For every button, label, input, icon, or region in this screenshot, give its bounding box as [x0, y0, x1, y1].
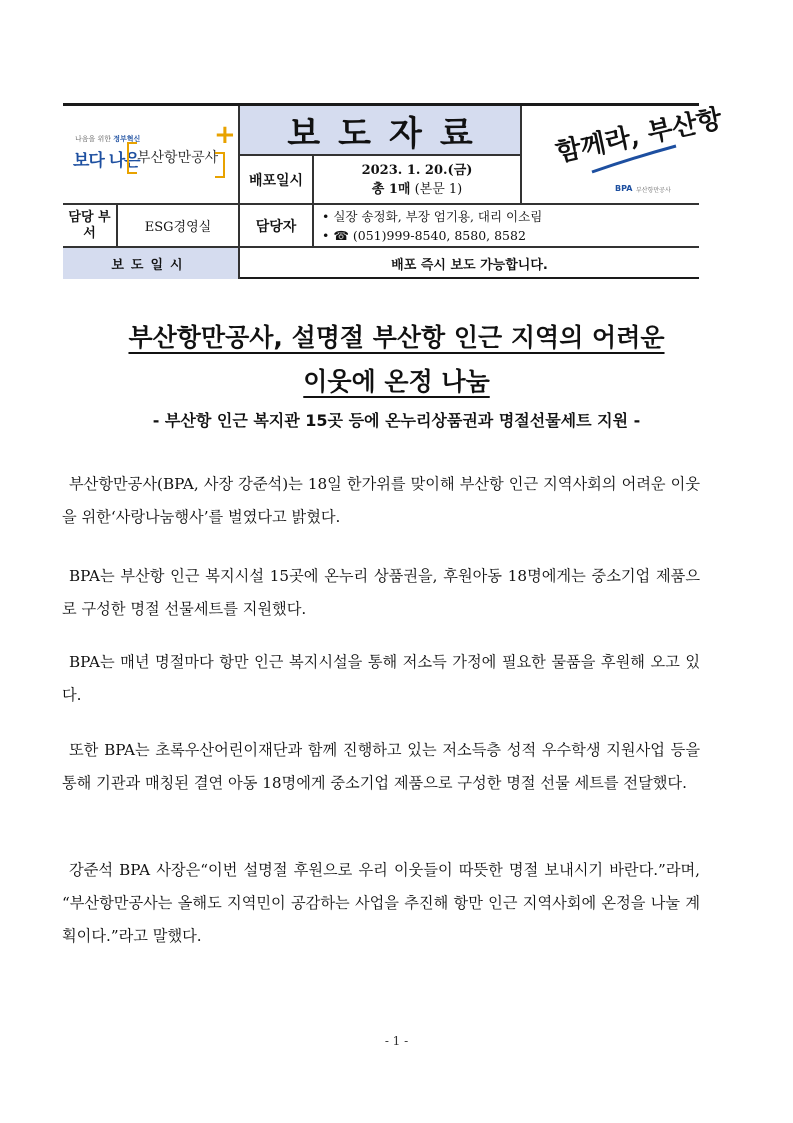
logo-org-name: 부산항만공사 [137, 150, 219, 166]
subheadline: - 부산항 인근 복지관 15곳 등에 온누리상품권과 명절선물세트 지원 - [152, 411, 641, 430]
body-paragraph-5: 강준석 BPA 사장은“이번 설명절 후원으로 우리 이웃들이 따뜻한 명절 보내시기 바란다.”라며, “부산항만공사는 올해도 지역민이 공감하는 사업을 추진해 항만 인근 지역사회에 온정을 나눌 계획이다.”라고 말했다. [62, 861, 700, 945]
slogan-calligraphy [552, 103, 725, 188]
logo-bracket-right [215, 152, 225, 178]
logo-bracket-left [127, 142, 137, 174]
logo-tagline: 나음을 위한 정부혁신 [75, 135, 141, 143]
headline [63, 316, 730, 404]
release-value: 배포 즉시 보도 가능합니다. [239, 247, 699, 279]
page-number: - 1 - [384, 1034, 409, 1048]
contact-label: 담당자 [239, 204, 313, 247]
bpa-logo [63, 106, 239, 204]
body-paragraph-3: BPA는 매년 명절마다 항만 인근 복지시설을 통해 저소득 가정에 필요한 물품을 후원해 오고 있다. [62, 653, 700, 704]
bpa-mark: BPA [615, 184, 633, 193]
press-header-table [63, 103, 725, 279]
slogan-logo [521, 103, 725, 204]
press-release-title: 보도자료 [239, 106, 521, 155]
contact-names: • 실장 송정화, 부장 엄기용, 대리 이소림 [322, 209, 543, 224]
bpa-subtitle: 부산항만공사 [636, 187, 671, 194]
headline-line-1: 부산항만공사, 설명절 부산항 인근 지역의 어려운 [128, 323, 665, 352]
body-paragraph-2: BPA는 부산항 인근 복지시설 15곳에 온누리 상품권을, 후원아동 18명에게는 중소기업 제품으로 구성한 명절 선물세트를 지원했다. [62, 567, 700, 618]
slogan-text: 함께라, 부산항 [553, 103, 725, 169]
contact-value [313, 204, 699, 247]
dept-label: 담당 부서 [63, 204, 117, 247]
logo-main-text: 보다 나은 [73, 151, 140, 171]
plus-icon: + [214, 120, 236, 150]
headline-line-2: 이웃에 온정 나눔 [303, 367, 490, 396]
body-paragraph-4: 또한 BPA는 초록우산어린이재단과 함께 진행하고 있는 저소득층 성적 우수학생 지원사업 등을 통해 기관과 매칭된 결연 아동 18명에게 중소기업 제품으로 구성한 명절 선물 세트를 전달했다. [62, 741, 700, 792]
date-label: 배포일시 [239, 155, 313, 204]
body-paragraph-1: 부산항만공사(BPA, 사장 강준석)는 18일 한가위를 맞이해 부산항 인근 지역사회의 어려운 이웃을 위한‘사랑나눔행사’를 벌였다고 밝혔다. [62, 475, 700, 526]
date-value: 2023. 1. 20.(금) 총 1매 (본문 1) [313, 155, 521, 204]
release-label: 보도일시 [63, 247, 239, 279]
page-count: 총 1매 (본문 1) [371, 181, 463, 197]
contact-phone: • ☎ (051)999-8540, 8580, 8582 [322, 228, 526, 243]
dept-value: ESG경영실 [117, 204, 239, 247]
